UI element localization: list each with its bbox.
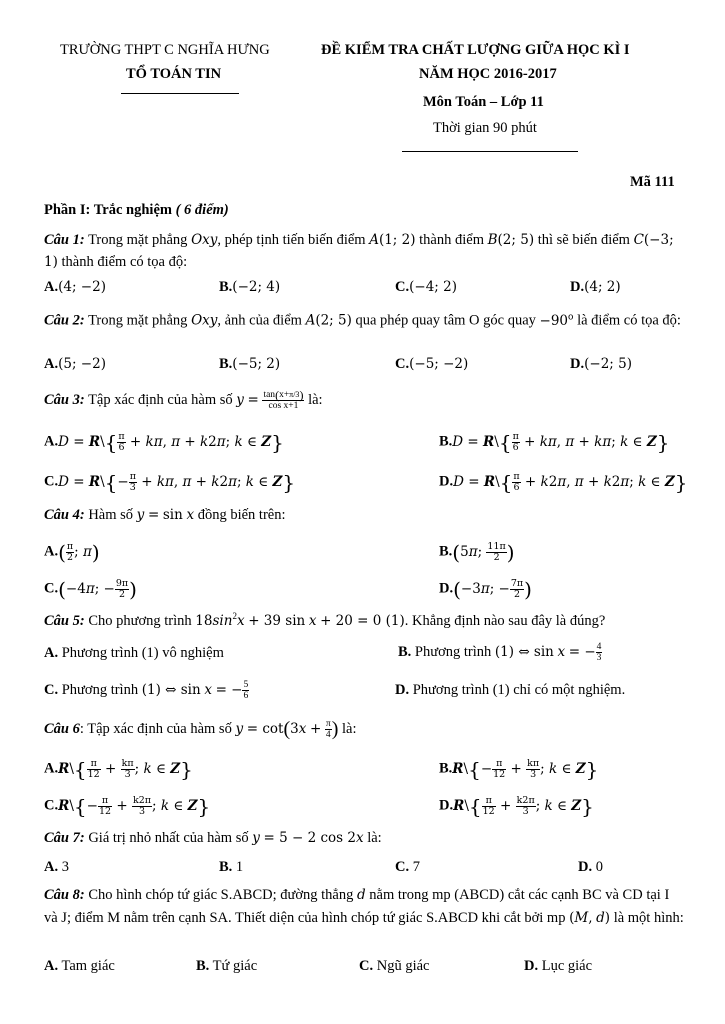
question-6 [44, 718, 356, 741]
q6-option-c[interactable]: C.R\{− $\frac{\pi}{12}$ + $\frac{k2\pi}{3}$ ; k ∈ Z} [44, 794, 211, 818]
question-4-label: Câu 4: [44, 507, 85, 523]
question-7 [44, 830, 382, 847]
question-8-label: Câu 8: [44, 887, 85, 903]
exam-title: ĐỀ KIỂM TRA CHẤT LƯỢNG GIỮA HỌC KÌ I [321, 42, 630, 58]
question-1-text: Trong mặt phẳng Oxy, phép tịnh tiến biến điểm A(1; 2) thành điểm B(2; 5) thì sẽ biến điểm C(−3; 1) thành điểm có tọa độ: [44, 232, 674, 270]
q3-option-a[interactable]: A.D = R\{ $\frac{\pi}{6}$ + kπ, π + k2π; k ∈ Z} [44, 430, 284, 454]
question-4 [44, 507, 286, 524]
question-3-label: Câu 3: [44, 391, 85, 408]
question-6-text: : Tập xác định của hàm số y = cot(3x + $\frac{\pi}{4}$ ) là: [79, 718, 357, 740]
exam-code: Mã 111 [630, 174, 675, 190]
q5-option-a[interactable]: A. Phương trình (1) vô nghiệm [44, 645, 224, 661]
q1-option-c[interactable]: C.(−4; 2) [395, 279, 457, 295]
q8-option-d[interactable]: D. Lục giác [524, 958, 593, 974]
question-3 [44, 390, 323, 411]
q7-option-a[interactable]: A. 3 [44, 859, 69, 875]
q3-option-c[interactable]: C.D = R\{− $\frac{\pi}{3}$ + kπ, π + k2π; k ∈ Z} [44, 470, 296, 494]
part1-heading [44, 202, 229, 219]
q2-option-a[interactable]: A.(5; −2) [44, 356, 106, 372]
subject: Môn Toán – Lớp 11 [423, 94, 544, 110]
q8-option-a[interactable]: A. Tam giác [44, 958, 115, 974]
q6-option-b[interactable]: B.R\{− $\frac{\pi}{12}$ + $\frac{k\pi}{3}$ ; k ∈ Z} [439, 757, 599, 781]
department-underline [121, 93, 239, 94]
question-4-text: Hàm số y = sin x đồng biến trên: [88, 507, 286, 523]
q6-option-a[interactable]: A.R\{ $\frac{\pi}{12}$ + $\frac{k\pi}{3}$ ; k ∈ Z} [44, 757, 193, 781]
part1-title: Phần I: Trắc nghiệm [44, 202, 172, 218]
q5-option-b[interactable]: B. Phương trình (1) ⇔ sin x = − $\frac{4}{3}$ [398, 642, 602, 663]
title-underline [402, 151, 578, 152]
question-1-label: Câu 1: [44, 232, 85, 248]
q3-option-d[interactable]: D.D = R\{ $\frac{\pi}{6}$ + k2π, π + k2π; k ∈ Z} [439, 470, 688, 494]
question-1 [44, 229, 684, 273]
question-2 [44, 306, 684, 332]
q1-option-b[interactable]: B.(−2; 4) [219, 279, 281, 295]
q4-option-d[interactable]: D.(−3π; − $\frac{7\pi}{2}$ ) [439, 577, 532, 601]
question-5-label: Câu 5: [44, 612, 85, 629]
question-6-label: Câu 6 [44, 720, 80, 737]
q1-option-d[interactable]: D.(4; 2) [570, 279, 621, 295]
school-year: NĂM HỌC 2016-2017 [419, 66, 557, 82]
q3-option-b[interactable]: B.D = R\{ $\frac{\pi}{6}$ + kπ, π + kπ; k ∈ Z} [439, 430, 670, 454]
question-5-text: Cho phương trình $18\sin^2x + 39$ sin x + 20 = 0 (1). Khẳng định nào sau đây là đúng? [88, 611, 606, 629]
q6-option-d[interactable]: D.R\{ $\frac{\pi}{12}$ + $\frac{k2\pi}{3}$ ; k ∈ Z} [439, 794, 594, 818]
question-8-text: Cho hình chóp tứ giác S.ABCD; đường thẳng d nằm trong mp (ABCD) cắt các cạnh BC và CD tại I và J; điểm M nằm trên cạnh SA. Thiết diện của hình chóp tứ giác S.ABCD khi cắt bởi mp (M, d) là một hình: [44, 887, 684, 926]
question-7-text: Giá trị nhỏ nhất của hàm số y = 5 − 2 cos 2x là: [88, 830, 382, 846]
q8-option-c[interactable]: C. Ngũ giác [359, 958, 430, 974]
q7-option-c[interactable]: C. 7 [395, 859, 420, 875]
q2-option-c[interactable]: C.(−5; −2) [395, 356, 469, 372]
question-5 [44, 611, 605, 630]
question-8 [44, 884, 684, 929]
q4-option-c[interactable]: C.(−4π; − $\frac{9\pi}{2}$ ) [44, 577, 137, 601]
q2-option-b[interactable]: B.(−5; 2) [219, 356, 281, 372]
q4-option-b[interactable]: B.(5π; $\frac{11\pi}{2}$ ) [439, 540, 515, 564]
question-3-text: Tập xác định của hàm số y = $\frac{\tan(x+\pi/3)}{\text{cos x+1}}$ là: [88, 388, 323, 412]
q7-option-b[interactable]: B. 1 [219, 859, 244, 875]
q4-option-a[interactable]: A.( $\frac{\pi}{2}$ ; π) [44, 540, 100, 564]
question-7-label: Câu 7: [44, 830, 85, 846]
question-2-text: Trong mặt phẳng Oxy, ảnh của điểm A(2; 5) qua phép quay tâm O góc quay $-90^o$ là điểm có tọa độ: [88, 312, 681, 329]
school-name: TRƯỜNG THPT C NGHĨA HƯNG [60, 42, 270, 58]
q8-option-b[interactable]: B. Tứ giác [196, 958, 258, 974]
q7-option-d[interactable]: D. 0 [578, 859, 603, 875]
q2-option-d[interactable]: D.(−2; 5) [570, 356, 632, 372]
q5-option-c[interactable]: C. Phương trình (1) ⇔ sin x = − $\frac{5}{6}$ [44, 680, 249, 701]
part1-points: ( 6 điểm) [175, 202, 229, 218]
department-name: TỔ TOÁN TIN [126, 66, 222, 82]
q5-option-d[interactable]: D. Phương trình (1) chỉ có một nghiệm. [395, 682, 626, 698]
question-2-label: Câu 2: [44, 312, 85, 329]
q1-option-a[interactable]: A.(4; −2) [44, 279, 106, 295]
duration: Thời gian 90 phút [433, 120, 537, 136]
